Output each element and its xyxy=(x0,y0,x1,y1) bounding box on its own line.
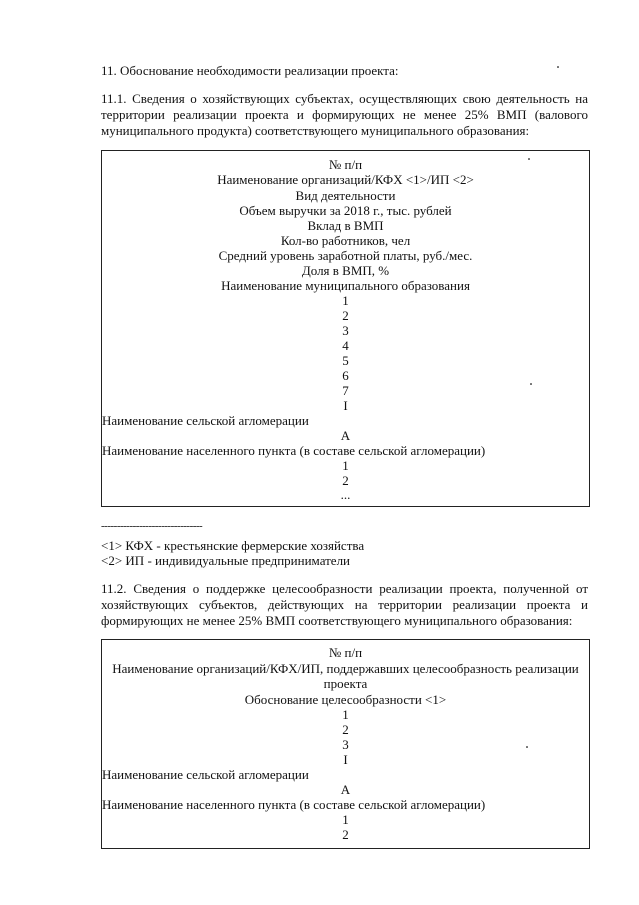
table-2-mo-row: 3 xyxy=(342,737,349,752)
table-2-agglomeration-value: А xyxy=(340,782,351,797)
table-1-header-employees: Кол-во работников, чел xyxy=(280,233,411,248)
table-1-mo-row: 7 xyxy=(342,383,349,398)
section-11-2-line: хозяйствующих субъектов, действующих на территории реализации проекта и xyxy=(101,597,588,612)
table-2-header-justification: Обоснование целесообразности <1> xyxy=(244,692,447,707)
scan-speck xyxy=(526,746,528,748)
section-heading: 11. Обоснование необходимости реализации проекта: xyxy=(101,63,399,78)
scan-speck xyxy=(557,66,559,68)
footnote-rule: -------------------------------- xyxy=(101,520,203,532)
section-11-1-line: территории реализации проекта и формирующих не менее 25% ВМП (валового xyxy=(101,107,588,122)
table-2-settlement-label: Наименование населенного пункта (в составе сельской агломерации) xyxy=(102,797,486,812)
table-1-header-org-name: Наименование организаций/КФХ <1>/ИП <2> xyxy=(217,172,474,187)
scan-speck xyxy=(530,383,532,385)
table-2-header-number: № п/п xyxy=(328,645,363,660)
table-1-settlement-label: Наименование населенного пункта (в составе сельской агломерации) xyxy=(102,443,486,458)
table-2 xyxy=(101,639,590,849)
table-1-mo-row: 3 xyxy=(342,323,349,338)
table-1 xyxy=(101,150,590,507)
table-2-settlement-row: 1 xyxy=(342,812,349,827)
table-1-mo-row: 1 xyxy=(342,293,349,308)
table-1-settlement-row: 2 xyxy=(342,473,349,488)
section-11-1-line: муниципального продукта) соответствующего муниципального образования: xyxy=(101,123,530,138)
table-1-agglomeration-value: А xyxy=(340,428,351,443)
table-1-header-municipality: Наименование муниципального образования xyxy=(221,278,470,293)
section-11-2-text xyxy=(101,581,588,629)
table-2-settlement-row: 2 xyxy=(342,827,349,842)
table-2-header-org-name: Наименование организаций/КФХ/ИП, поддержавших целесообразность реализации xyxy=(112,661,579,676)
table-1-mo-row: I xyxy=(343,398,348,413)
table-1-header-salary: Средний уровень заработной платы, руб./мес. xyxy=(218,248,473,263)
section-11-1-text xyxy=(101,91,588,139)
table-2-mo-row: I xyxy=(343,752,348,767)
scan-speck xyxy=(528,158,530,160)
table-1-header-revenue: Объем выручки за 2018 г., тыс. рублей xyxy=(239,203,452,218)
footnote-kfh: <1> КФХ - крестьянские фермерские хозяйства xyxy=(101,538,365,553)
footnote-ip: <2> ИП - индивидуальные предприниматели xyxy=(101,553,351,568)
table-2-mo-row: 2 xyxy=(342,722,349,737)
table-2-mo-row: 1 xyxy=(342,707,349,722)
table-1-settlement-row: 1 xyxy=(342,458,349,473)
section-11-2-line: формирующих не менее 25% ВМП соответствующего муниципального образования: xyxy=(101,613,573,628)
table-1-mo-row: 4 xyxy=(342,338,349,353)
table-1-settlement-row: ... xyxy=(340,487,351,502)
section-11-1-line: 11.1. Сведения о хозяйствующих субъектах, осуществляющих свою деятельность на xyxy=(101,91,588,106)
table-2-header-org-name-cont: проекта xyxy=(323,676,368,691)
table-1-agglomeration-label: Наименование сельской агломерации xyxy=(102,413,309,428)
table-1-header-share: Доля в ВМП, % xyxy=(301,263,390,278)
table-1-mo-row: 5 xyxy=(342,353,349,368)
table-2-agglomeration-label: Наименование сельской агломерации xyxy=(102,767,309,782)
table-1-header-number: № п/п xyxy=(328,157,363,172)
section-11-2-line: 11.2. Сведения о поддержке целесообразности реализации проекта, полученной от xyxy=(101,581,588,596)
table-1-header-activity: Вид деятельности xyxy=(295,188,396,203)
table-1-mo-row: 6 xyxy=(342,368,349,383)
table-1-header-contribution: Вклад в ВМП xyxy=(307,218,384,233)
table-1-mo-row: 2 xyxy=(342,308,349,323)
